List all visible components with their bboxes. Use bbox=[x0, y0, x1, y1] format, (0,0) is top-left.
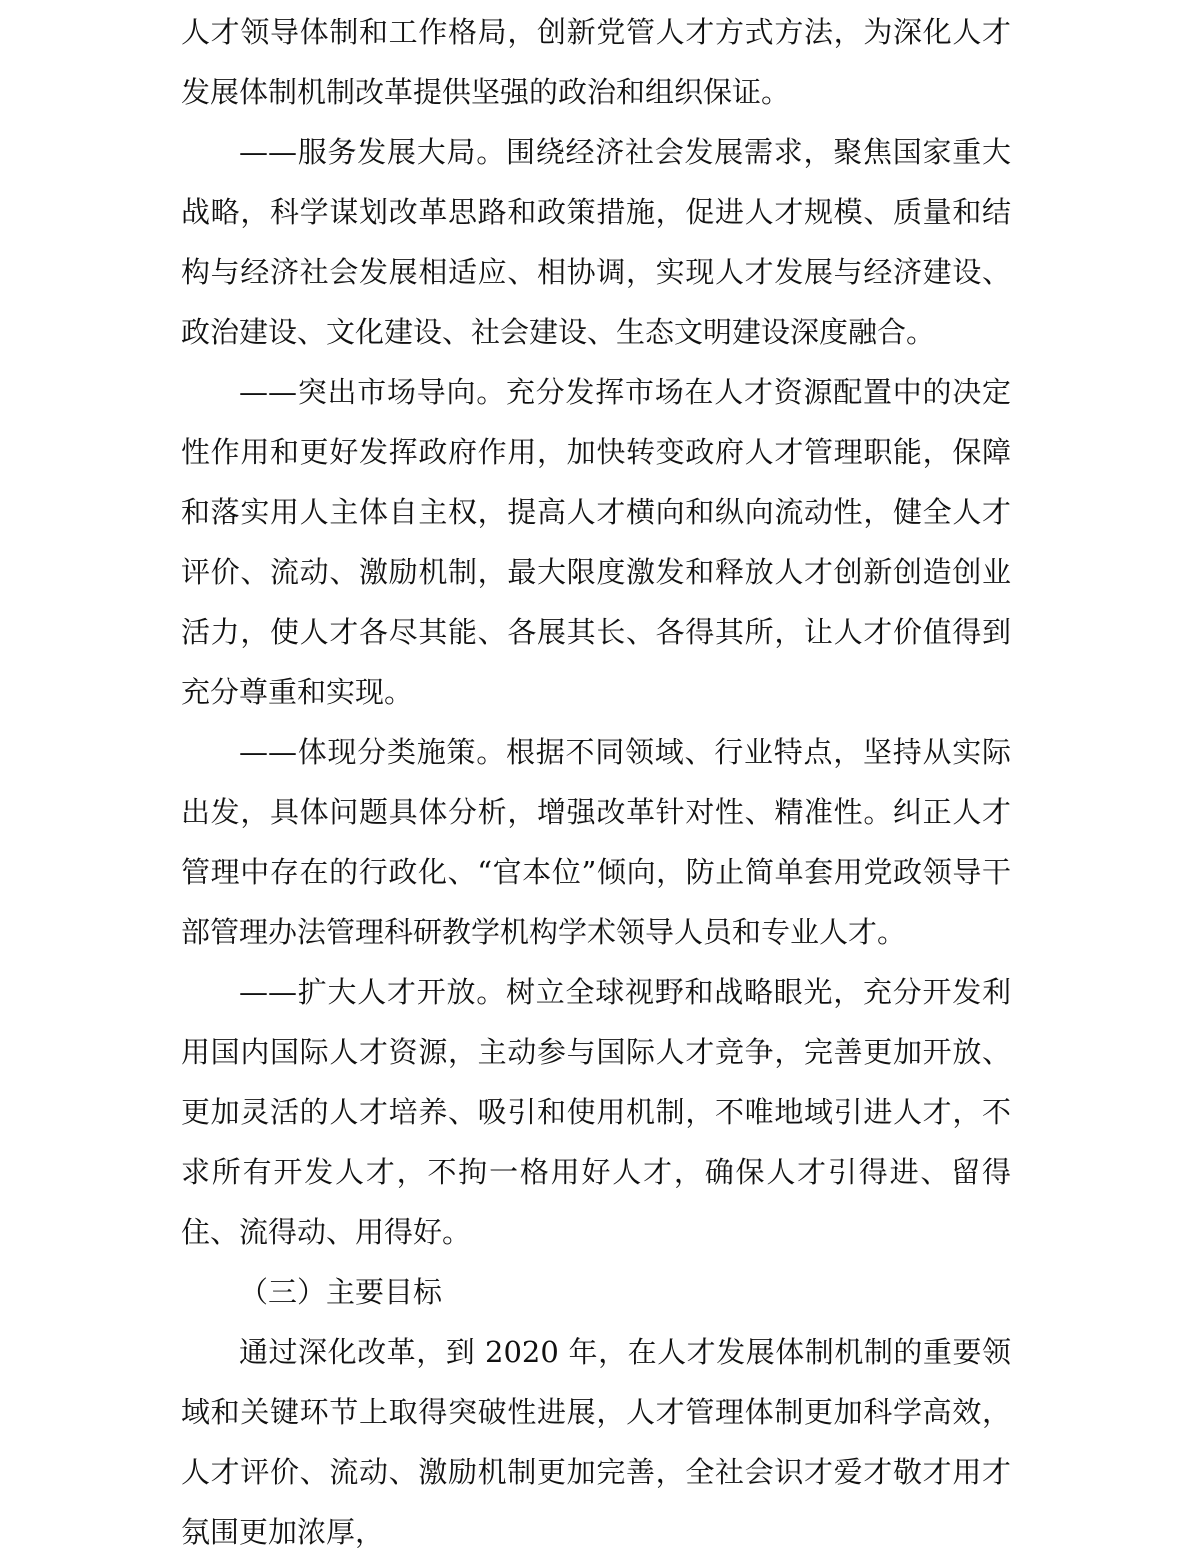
document-page bbox=[181, 2, 1011, 1562]
paragraph-market-orientation: ——突出市场导向。充分发挥市场在人才资源配置中的决定性作用和更好发挥政府作用，加快转变政府人才管理职能，保障和落实用人主体自主权，提高人才横向和纵向流动性，健全人才评价、流动、激励机制，最大限度激发和释放人才创新创造创业活力，使人才各尽其能、各展其长、各得其所，让人才价值得到充分尊重和实现。 bbox=[181, 375, 1011, 709]
paragraph-talent-openness: ——扩大人才开放。树立全球视野和战略眼光，充分开发利用国内国际人才资源，主动参与国际人才竞争，完善更加开放、更加灵活的人才培养、吸引和使用机制，不唯地域引进人才，不求所有开发人才，不拘一格用好人才，确保人才引得进、留得住、流得动、用得好。 bbox=[181, 975, 1011, 1249]
paragraph-continuation: 人才领导体制和工作格局，创新党管人才方式方法，为深化人才发展体制机制改革提供坚强的政治和组织保证。 bbox=[181, 15, 1011, 109]
paragraph-serve-development: ——服务发展大局。围绕经济社会发展需求，聚焦国家重大战略，科学谋划改革思路和政策措施，促进人才规模、质量和结构与经济社会发展相适应、相协调，实现人才发展与经济建设、政治建设、文化建设、社会建设、生态文明建设深度融合。 bbox=[181, 135, 1011, 349]
section-heading-main-goals: （三）主要目标 bbox=[239, 1275, 443, 1309]
paragraph-goals-2020: 通过深化改革，到 2020 年，在人才发展体制机制的重要领域和关键环节上取得突破性进展，人才管理体制更加科学高效，人才评价、流动、激励机制更加完善，全社会识才爱才敬才用才氛围更加浓厚， bbox=[181, 1335, 1011, 1549]
paragraph-classified-policy: ——体现分类施策。根据不同领域、行业特点，坚持从实际出发，具体问题具体分析，增强改革针对性、精准性。纠正人才管理中存在的行政化、“官本位”倾向，防止简单套用党政领导干部管理办法管理科研教学机构学术领导人员和专业人才。 bbox=[181, 735, 1011, 949]
